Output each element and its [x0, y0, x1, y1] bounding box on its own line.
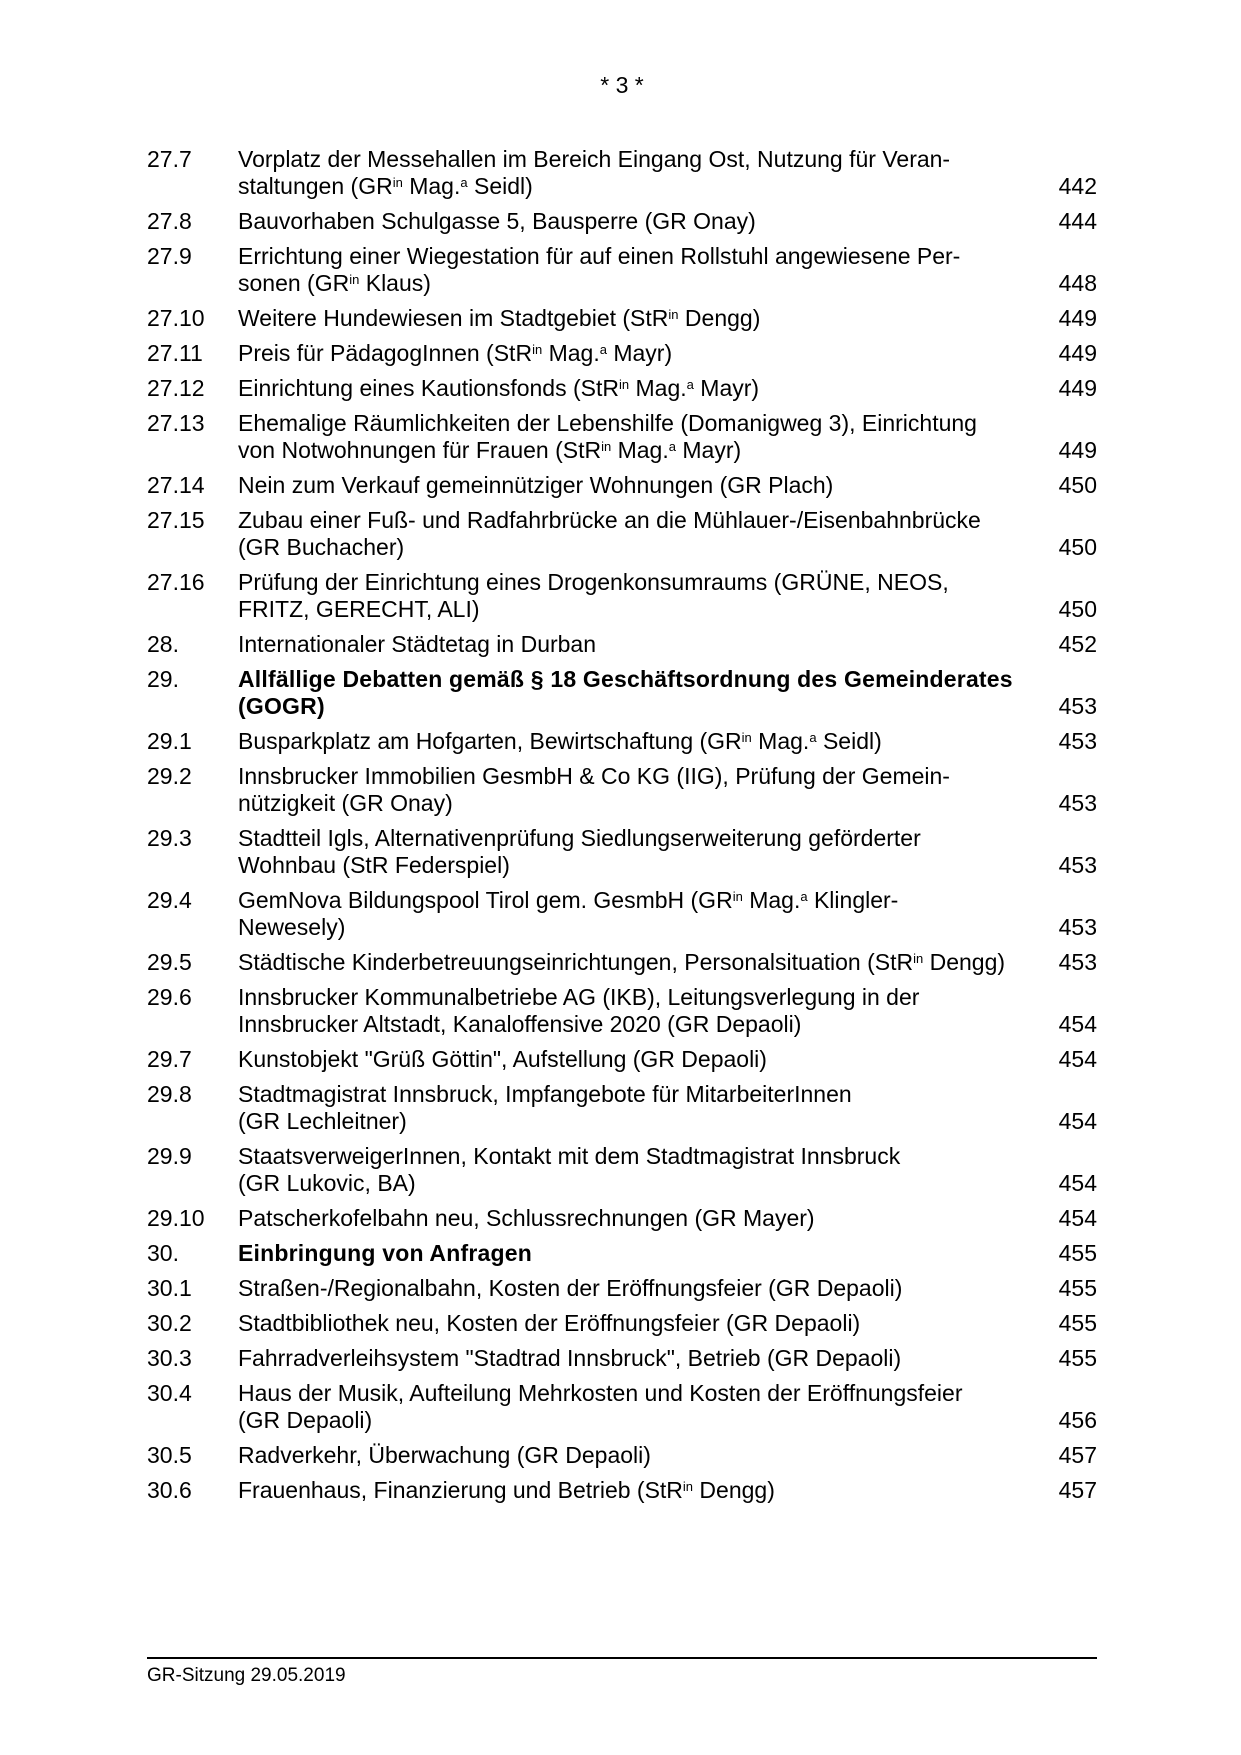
page-number-header: * 3 *: [600, 72, 644, 98]
toc-item-number: 27.15: [147, 507, 205, 533]
toc-item-number: 30.5: [147, 1442, 192, 1468]
toc-line: Prüfung der Einrichtung eines Drogenkonsumraums (GRÜNE, NEOS,: [238, 569, 949, 595]
toc-item-page: 455: [1058, 1345, 1097, 1371]
toc-item-text: [238, 728, 947, 755]
toc-line: Errichtung einer Wiegestation für auf einen Rollstuhl angewiesene Per-: [238, 243, 961, 269]
toc-line: sonen ($GR^{in}$ Klaus): [238, 270, 431, 296]
toc-item-text: [238, 1240, 947, 1267]
superscript: in: [349, 272, 360, 287]
toc-line: Stadtteil Igls, Alternativenprüfung Siedlungserweiterung geförderter: [238, 825, 921, 851]
toc-line: Nein zum Verkauf gemeinnütziger Wohnungen (GR Plach): [238, 472, 834, 498]
toc-item: [147, 763, 1097, 817]
toc-item-text: [238, 1143, 947, 1197]
toc-item-text: [238, 631, 947, 658]
toc-item-page: 453: [1058, 949, 1097, 975]
toc-item-page: 449: [1058, 340, 1097, 366]
toc-item: [147, 728, 1097, 755]
toc-item-number: 29.10: [147, 1205, 205, 1231]
toc-line: Patscherkofelbahn neu, Schlussrechnungen (GR Mayer): [238, 1205, 815, 1231]
toc-item-page: 453: [1058, 693, 1097, 719]
superscript: in: [619, 377, 630, 392]
toc-item-number: 27.12: [147, 375, 205, 401]
toc-item: [147, 410, 1097, 464]
toc-item-number: 27.7: [147, 146, 192, 172]
toc-line: Frauenhaus, Finanzierung und Betrieb (StR$^{in}$ Dengg): [238, 1477, 775, 1503]
toc-item: [147, 305, 1097, 332]
toc-line: Newesely): [238, 914, 346, 940]
footer-text: GR-Sitzung 29.05.2019: [147, 1665, 346, 1686]
toc-item-number: 29.4: [147, 887, 192, 913]
toc-item-text: [238, 208, 947, 235]
toc-item-page: 455: [1058, 1275, 1097, 1301]
toc-item: [147, 631, 1097, 658]
toc-item-text: [238, 1477, 947, 1504]
toc-line: Kunstobjekt "Grüß Göttin", Aufstellung (GR Depaoli): [238, 1046, 767, 1072]
toc-item-number: 27.11: [147, 340, 203, 366]
toc-item: [147, 666, 1097, 720]
toc-item-text: [238, 825, 947, 879]
page-footer: [147, 1657, 1097, 1687]
toc-item-text: [238, 887, 947, 941]
toc-item-number: 30.3: [147, 1345, 192, 1371]
toc-item-page: 454: [1058, 1205, 1097, 1231]
toc-list: [147, 146, 1097, 1504]
toc-item-text: [238, 666, 1013, 720]
toc-line: Ehemalige Räumlichkeiten der Lebenshilfe (Domanigweg 3), Einrichtung: [238, 410, 977, 436]
toc-item-text: [238, 410, 977, 464]
toc-item-text: [238, 305, 947, 332]
toc-item: [147, 1081, 1097, 1135]
toc-item-page: 450: [1058, 534, 1097, 560]
toc-item-number: 30.6: [147, 1477, 192, 1503]
toc-item-number: 29.8: [147, 1081, 192, 1107]
superscript: a: [686, 377, 694, 392]
toc-item: [147, 507, 1097, 561]
toc-item-number: 29.7: [147, 1046, 192, 1072]
toc-line: FRITZ, GERECHT, ALI): [238, 596, 480, 622]
toc-line: Stadtmagistrat Innsbruck, Impfangebote für MitarbeiterInnen: [238, 1081, 852, 1107]
toc-item-number: 29.9: [147, 1143, 192, 1169]
toc-item-number: 27.8: [147, 208, 192, 234]
superscript: a: [460, 175, 468, 190]
toc-item-number: 28.: [147, 631, 179, 657]
toc-line: Innsbrucker Immobilien GesmbH & Co KG (IIG), Prüfung der Gemein-: [238, 763, 950, 789]
toc-item-page: 452: [1058, 631, 1097, 657]
toc-line: Preis für PädagogInnen (StR$^{in}$ Mag.$^a$ Mayr): [238, 340, 673, 366]
toc-item: [147, 243, 1097, 297]
toc-item-page: 450: [1058, 596, 1097, 622]
toc-item-page: 448: [1058, 270, 1097, 296]
toc-item: [147, 949, 1097, 976]
toc-item-number: 29.2: [147, 763, 192, 789]
toc-line: (GOGR): [238, 693, 325, 719]
toc-item-text: [238, 1310, 947, 1337]
toc-item: [147, 1310, 1097, 1337]
toc-item-page: 453: [1058, 790, 1097, 816]
toc-line: Internationaler Städtetag in Durban: [238, 631, 597, 657]
toc-line: Radverkehr, Überwachung (GR Depaoli): [238, 1442, 651, 1468]
toc-item: [147, 146, 1097, 200]
toc-item-text: [238, 146, 951, 200]
toc-item-text: [238, 984, 947, 1038]
toc-item-page: 454: [1058, 1046, 1097, 1072]
toc-item-text: [238, 340, 947, 367]
toc-item-number: 27.14: [147, 472, 205, 498]
toc-item-number: 30.4: [147, 1380, 192, 1406]
toc-item: [147, 569, 1097, 623]
toc-item-text: [238, 375, 947, 402]
superscript: a: [668, 439, 676, 454]
superscript: in: [601, 439, 612, 454]
toc-item-page: 454: [1058, 1011, 1097, 1037]
toc-item-page: 455: [1058, 1240, 1097, 1266]
toc-item-page: 457: [1058, 1442, 1097, 1468]
toc-line: Wohnbau (StR Federspiel): [238, 852, 510, 878]
toc-item: [147, 208, 1097, 235]
toc-item-page: 449: [1058, 437, 1097, 463]
toc-item: [147, 1046, 1097, 1073]
toc-item: [147, 375, 1097, 402]
toc-line: von Notwohnungen für Frauen (StR$^{in}$ Mag.$^a$ Mayr): [238, 437, 742, 463]
toc-line: Zubau einer Fuß- und Radfahrbrücke an die Mühlauer-/Eisenbahnbrücke: [238, 507, 981, 533]
toc-item-number: 30.2: [147, 1310, 192, 1336]
toc-line: (GR Depaoli): [238, 1407, 373, 1433]
toc-item-number: 27.13: [147, 410, 205, 436]
toc-item-page: 456: [1058, 1407, 1097, 1433]
toc-item-text: [238, 1046, 947, 1073]
toc-item-number: 29.6: [147, 984, 192, 1010]
toc-line: Innsbrucker Altstadt, Kanaloffensive 2020 (GR Depaoli): [238, 1011, 802, 1037]
toc-item-page: 450: [1058, 472, 1097, 498]
toc-item-page: 453: [1058, 852, 1097, 878]
toc-item-page: 455: [1058, 1310, 1097, 1336]
toc-line: Haus der Musik, Aufteilung Mehrkosten und Kosten der Eröffnungsfeier: [238, 1380, 963, 1406]
toc-item: [147, 1205, 1097, 1232]
toc-item-text: [238, 1442, 947, 1469]
toc-item-page: 453: [1058, 914, 1097, 940]
toc-item-number: 29.5: [147, 949, 192, 975]
toc-line: Busparkplatz am Hofgarten, Bewirtschaftung ($GR^{in}$ Mag.$^a$ Seidl): [238, 728, 882, 754]
toc-item: [147, 1380, 1097, 1434]
toc-item-text: [238, 949, 1006, 976]
superscript: in: [392, 175, 403, 190]
toc-item-page: 449: [1058, 305, 1097, 331]
superscript: a: [599, 342, 607, 357]
toc-item: [147, 887, 1097, 941]
toc-item: [147, 984, 1097, 1038]
toc-item-number: 30.1: [147, 1275, 192, 1301]
toc-item-page: 444: [1058, 208, 1097, 234]
toc-item: [147, 1240, 1097, 1267]
toc-item: [147, 340, 1097, 367]
superscript: in: [532, 342, 543, 357]
toc-item-number: 29.1: [147, 728, 192, 754]
toc-item-text: [238, 763, 950, 817]
toc-line: Einrichtung eines Kautionsfonds (StR$^{in}$ Mag.$^a$ Mayr): [238, 375, 760, 401]
toc-item: [147, 825, 1097, 879]
toc-item-number: 27.9: [147, 243, 192, 269]
toc-line: Innsbrucker Kommunalbetriebe AG (IKB), Leitungsverlegung in der: [238, 984, 920, 1010]
toc-item-number: 29.: [147, 666, 179, 692]
toc-line: (GR Lechleitner): [238, 1108, 407, 1134]
toc-item: [147, 1345, 1097, 1372]
toc-line: Stadtbibliothek neu, Kosten der Eröffnungsfeier (GR Depaoli): [238, 1310, 861, 1336]
toc-item-page: 453: [1058, 728, 1097, 754]
toc-line: staltungen ($GR^{in}$ Mag.$^a$ Seidl): [238, 173, 533, 199]
toc-item: [147, 1143, 1097, 1197]
superscript: in: [682, 1479, 694, 1494]
toc-item-text: [238, 1380, 963, 1434]
toc-item-text: [238, 243, 961, 297]
superscript: in: [913, 951, 924, 966]
toc-line: StaatsverweigerInnen, Kontakt mit dem Stadtmagistrat Innsbruck: [238, 1143, 901, 1169]
toc-item: [147, 1275, 1097, 1302]
document-page: [147, 0, 1097, 1755]
toc-item-number: 27.16: [147, 569, 205, 595]
superscript: a: [800, 889, 808, 904]
toc-item-page: 442: [1058, 173, 1097, 199]
toc-item-text: [238, 472, 947, 499]
toc-line: Straßen-/Regionalbahn, Kosten der Eröffnungsfeier (GR Depaoli): [238, 1275, 903, 1301]
toc-line: nützigkeit (GR Onay): [238, 790, 453, 816]
toc-item-text: [238, 1275, 947, 1302]
superscript: in: [732, 889, 743, 904]
toc-item-page: 454: [1058, 1108, 1097, 1134]
toc-line: Städtische Kinderbetreuungseinrichtungen, Personalsituation (StR$^{in}$ Dengg): [238, 949, 1006, 975]
toc-item-text: [238, 1081, 947, 1135]
toc-item-text: [238, 1345, 947, 1372]
toc-line: Fahrradverleihsystem "Stadtrad Innsbruck", Betrieb (GR Depaoli): [238, 1345, 902, 1371]
toc-line: (GR Lukovic, BA): [238, 1170, 416, 1196]
toc-item: [147, 1442, 1097, 1469]
toc-line: Allfällige Debatten gemäß § 18 Geschäftsordnung des Gemeinderates: [238, 666, 1013, 692]
toc-item: [147, 1477, 1097, 1504]
toc-item-page: 454: [1058, 1170, 1097, 1196]
toc-item-number: 29.3: [147, 825, 192, 851]
toc-line: Einbringung von Anfragen: [238, 1240, 532, 1266]
toc-line: GemNova Bildungspool Tirol gem. GesmbH ($GR^{in}$ Mag.$^a$ Klingler-: [238, 887, 899, 913]
superscript: in: [668, 307, 679, 322]
toc-item-page: 457: [1058, 1477, 1097, 1503]
toc-item-page: 449: [1058, 375, 1097, 401]
toc-item-text: [238, 569, 947, 623]
toc-line: (GR Buchacher): [238, 534, 405, 560]
superscript: a: [809, 730, 817, 745]
toc-line: Bauvorhaben Schulgasse 5, Bausperre (GR Onay): [238, 208, 756, 234]
toc-item-text: [238, 507, 981, 561]
toc-item-number: 27.10: [147, 305, 205, 331]
toc-item-number: 30.: [147, 1240, 179, 1266]
superscript: in: [741, 730, 752, 745]
toc-line: Weitere Hundewiesen im Stadtgebiet (StR$^{in}$ Dengg): [238, 305, 761, 331]
toc-item: [147, 472, 1097, 499]
toc-line: Vorplatz der Messehallen im Bereich Eingang Ost, Nutzung für Veran-: [238, 146, 951, 172]
toc-item-text: [238, 1205, 947, 1232]
